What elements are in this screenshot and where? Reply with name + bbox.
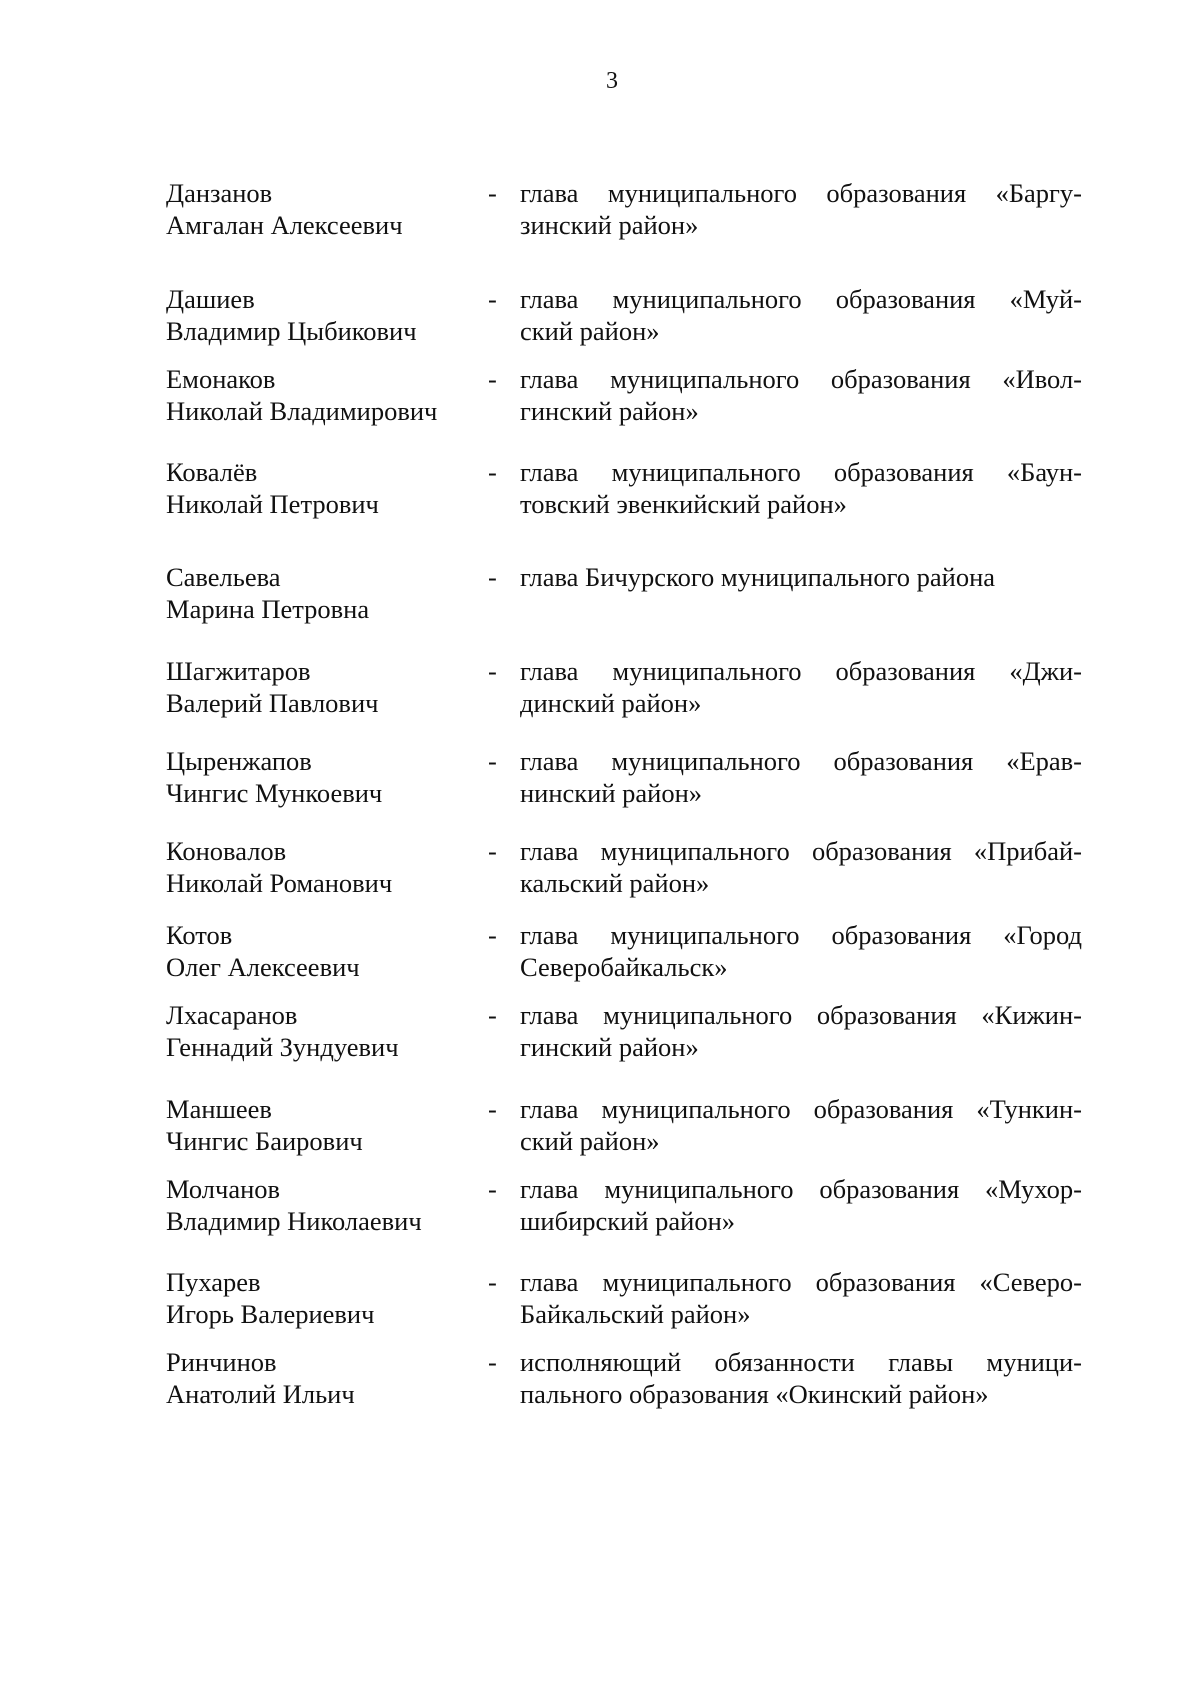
given-names: Амгалан Алексеевич	[166, 210, 403, 240]
surname: Емонаков	[166, 364, 276, 394]
official-position	[520, 363, 1082, 427]
surname: Лхасаранов	[166, 1000, 298, 1030]
position-line-1: исполняющий обязанности главы муници-	[520, 1347, 1082, 1377]
surname: Цыренжапов	[166, 746, 312, 776]
given-names: Николай Романович	[166, 868, 393, 898]
position-line-2: нинский район»	[520, 778, 703, 808]
given-names: Чингис Баирович	[166, 1126, 363, 1156]
given-names: Анатолий Ильич	[166, 1379, 355, 1409]
given-names: Игорь Валериевич	[166, 1299, 375, 1329]
page-number: 3	[606, 68, 618, 94]
surname: Маншеев	[166, 1094, 272, 1124]
position-line-2: кальский район»	[520, 868, 710, 898]
official-name	[166, 363, 466, 427]
official-position	[520, 1346, 1082, 1410]
official-name	[166, 1346, 466, 1410]
position-line-1: глава муниципального образования «Муй-	[520, 284, 1082, 314]
dash-separator: -	[488, 1094, 497, 1124]
official-position	[520, 177, 1082, 241]
given-names: Николай Петрович	[166, 489, 379, 519]
surname: Пухарев	[166, 1267, 261, 1297]
official-name	[166, 835, 466, 899]
position-line-2: динский район»	[520, 688, 702, 718]
given-names: Владимир Николаевич	[166, 1206, 422, 1236]
dash-separator: -	[488, 178, 497, 208]
position-line-1: глава муниципального образования «Ивол-	[520, 364, 1082, 394]
official-name	[166, 655, 466, 719]
official-name	[166, 1266, 466, 1330]
dash-separator: -	[488, 562, 497, 592]
dash-separator: -	[488, 1000, 497, 1030]
position-line-2: зинский район»	[520, 210, 699, 240]
dash-separator: -	[488, 836, 497, 866]
official-position	[520, 919, 1082, 983]
surname: Ковалёв	[166, 457, 258, 487]
position-line-2: Северобайкальск»	[520, 952, 728, 982]
surname: Савельева	[166, 562, 281, 592]
position-line-1: глава муниципального образования «Северо-	[520, 1267, 1082, 1297]
official-name	[166, 1093, 466, 1157]
position-line-1: глава муниципального образования «Джи-	[520, 656, 1082, 686]
dash-separator: -	[488, 746, 497, 776]
dash-separator: -	[488, 1174, 497, 1204]
official-name	[166, 1173, 466, 1237]
position-line-2: гинский район»	[520, 396, 699, 426]
official-position	[520, 1266, 1082, 1330]
given-names: Валерий Павлович	[166, 688, 379, 718]
given-names: Чингис Мункоевич	[166, 778, 383, 808]
official-position	[520, 561, 1082, 593]
position-line-1: глава муниципального образования «Баун-	[520, 457, 1082, 487]
dash-separator: -	[488, 364, 497, 394]
position-line-1: глава муниципального образования «Баргу-	[520, 178, 1082, 208]
dash-separator: -	[488, 457, 497, 487]
official-name	[166, 745, 466, 809]
position-line-2: пального образования «Окинский район»	[520, 1379, 989, 1409]
dash-separator: -	[488, 1267, 497, 1297]
official-name	[166, 283, 466, 347]
position-line-2: ский район»	[520, 1126, 660, 1156]
official-name	[166, 999, 466, 1063]
position-line-1: глава муниципального образования «Ерав-	[520, 746, 1082, 776]
official-position	[520, 655, 1082, 719]
official-position	[520, 1093, 1082, 1157]
surname: Ринчинов	[166, 1347, 277, 1377]
position-line-2: Байкальский район»	[520, 1299, 751, 1329]
position-line-2: товский эвенкийский район»	[520, 489, 847, 519]
position-line-1: глава муниципального образования «Кижин-	[520, 1000, 1082, 1030]
official-name	[166, 456, 466, 520]
given-names: Владимир Цыбикович	[166, 316, 417, 346]
given-names: Марина Петровна	[166, 594, 370, 624]
official-position	[520, 999, 1082, 1063]
official-name	[166, 177, 466, 241]
given-names: Николай Владимирович	[166, 396, 438, 426]
official-position	[520, 745, 1082, 809]
official-position	[520, 283, 1082, 347]
surname: Шагжитаров	[166, 656, 311, 686]
position-line-1: глава муниципального образования «Прибай-	[520, 836, 1082, 866]
position-line-2: ский район»	[520, 316, 660, 346]
official-position	[520, 835, 1082, 899]
surname: Данзанов	[166, 178, 273, 208]
dash-separator: -	[488, 284, 497, 314]
surname: Молчанов	[166, 1174, 281, 1204]
surname: Котов	[166, 920, 233, 950]
dash-separator: -	[488, 1347, 497, 1377]
position-line-1: глава муниципального образования «Тункин-	[520, 1094, 1082, 1124]
surname: Коновалов	[166, 836, 287, 866]
given-names: Геннадий Зундуевич	[166, 1032, 399, 1062]
official-position	[520, 1173, 1082, 1237]
official-position	[520, 456, 1082, 520]
position-line-1: глава муниципального образования «Город	[520, 920, 1082, 950]
position-line-2: гинский район»	[520, 1032, 699, 1062]
position-line-1: глава муниципального образования «Мухор-	[520, 1174, 1082, 1204]
dash-separator: -	[488, 920, 497, 950]
official-name	[166, 919, 466, 983]
official-name	[166, 561, 466, 625]
surname: Дашиев	[166, 284, 255, 314]
dash-separator: -	[488, 656, 497, 686]
position-line-1: глава Бичурского муниципального района	[520, 562, 996, 592]
position-line-2: шибирский район»	[520, 1206, 736, 1236]
given-names: Олег Алексеевич	[166, 952, 360, 982]
